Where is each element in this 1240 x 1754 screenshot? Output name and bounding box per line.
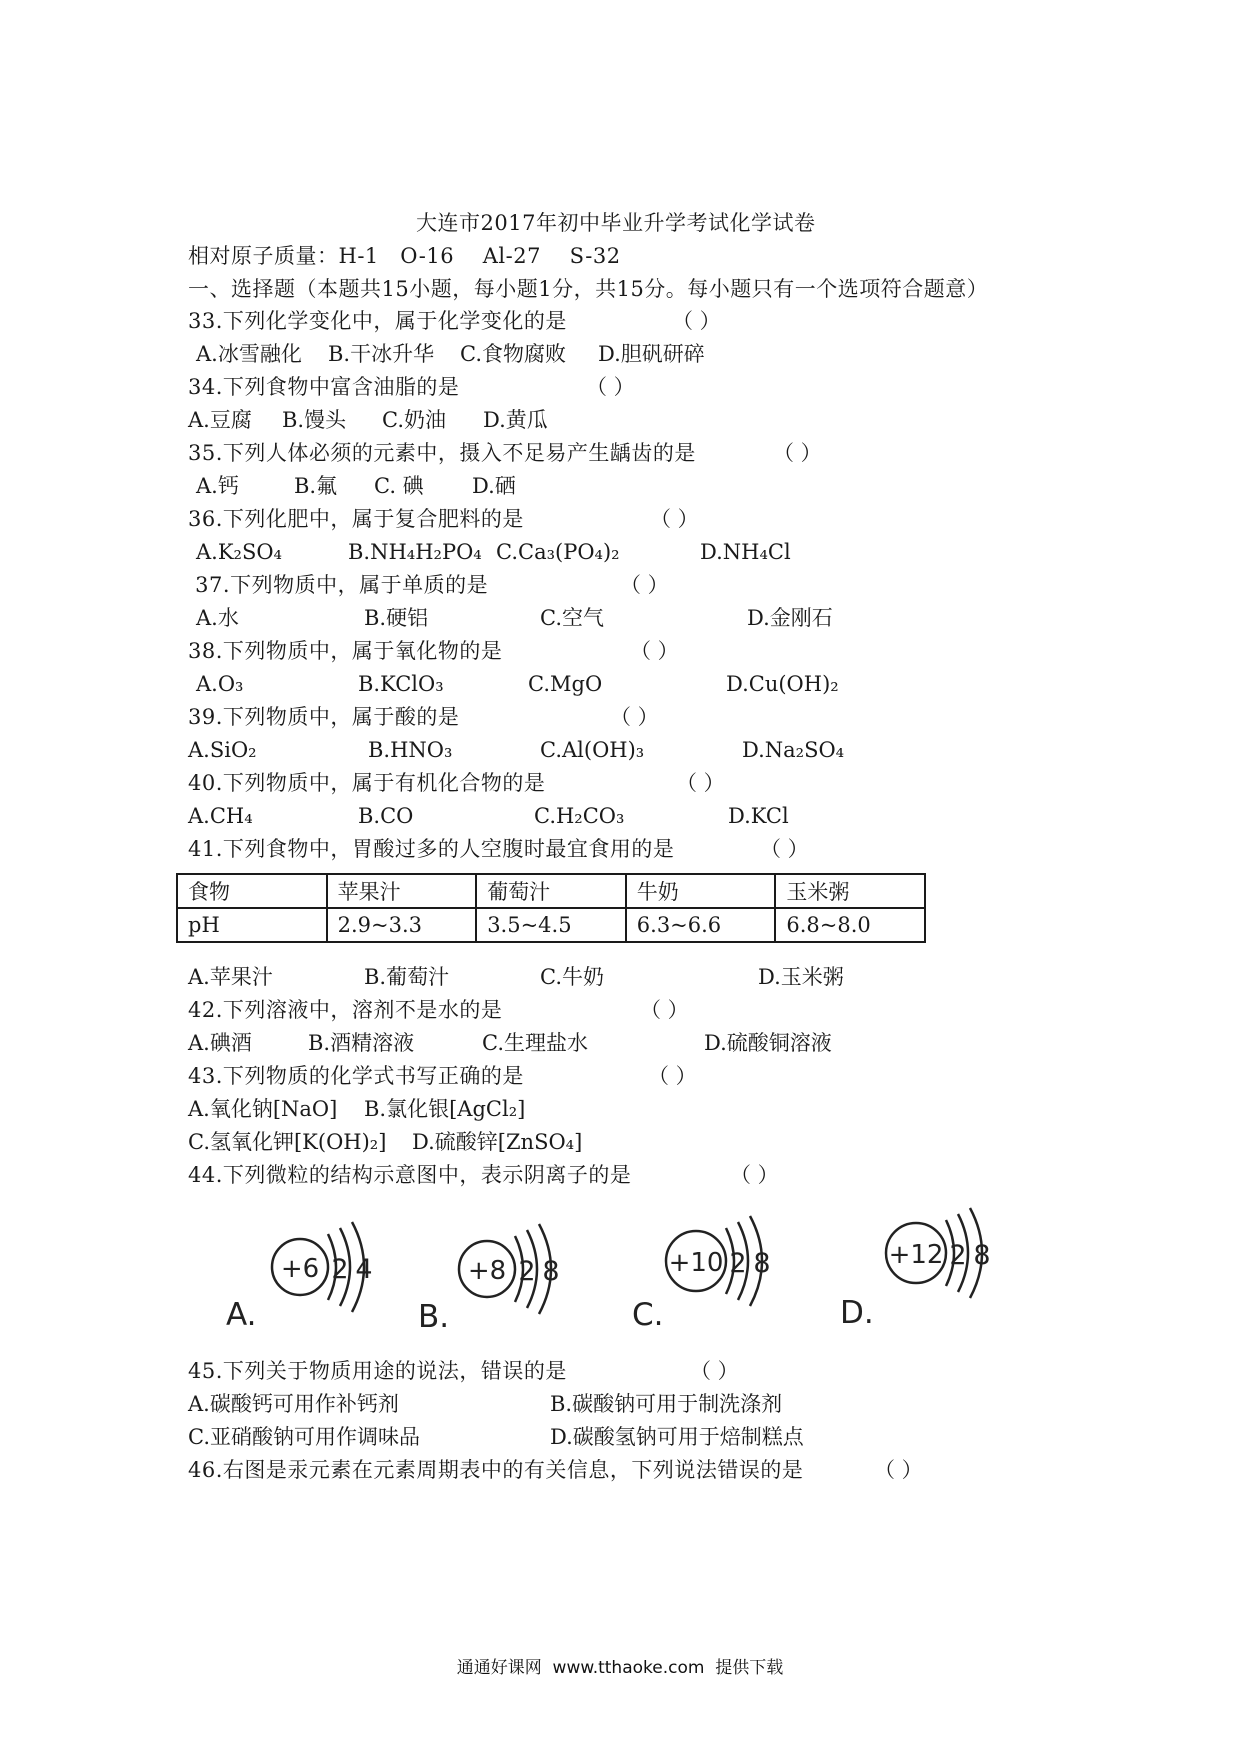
answer-paren: （ ） (620, 573, 669, 597)
nucleus-charge: +12 (888, 1240, 944, 1270)
answer-paren: （ ） (648, 1064, 697, 1088)
table-row (177, 874, 925, 908)
question-stem: 46.右图是汞元素在元素周期表中的有关信息，下列说法错误的是 (188, 1458, 804, 1482)
table-cell: 玉米粥 (775, 874, 925, 908)
option-b: B.CO (358, 804, 414, 828)
answer-paren: （ ） (610, 705, 659, 729)
option-b: B.干冰升华 (328, 342, 435, 366)
answer-paren: （ ） (730, 1163, 779, 1187)
table-cell: pH (177, 908, 327, 942)
table-row (177, 908, 925, 942)
option-d: D.黄瓜 (483, 408, 548, 432)
option-c: C.食物腐败 (460, 342, 566, 366)
answer-paren: （ ） (690, 1359, 739, 1383)
option-a: A.水 (196, 606, 239, 630)
question-stem: 39.下列物质中，属于酸的是 (188, 705, 460, 729)
option-a: A.冰雪融化 (196, 342, 302, 366)
option-d: D.金刚石 (747, 606, 833, 630)
option-c: C.Ca₃(PO₄)₂ (496, 540, 620, 564)
shell-electrons: 2 (729, 1248, 747, 1279)
question-stem: 45.下列关于物质用途的说法，错误的是 (188, 1359, 567, 1383)
option-c: C.氢氧化钾[K(OH)₂] (188, 1130, 387, 1154)
option-d: D.胆矾研碎 (598, 342, 705, 366)
shell-electrons: 2 (949, 1240, 967, 1271)
shell-electrons: 8 (973, 1240, 991, 1271)
atom-diagram-b (455, 1214, 595, 1324)
nucleus-charge: +10 (668, 1248, 724, 1278)
question-stem: 40.下列物质中，属于有机化合物的是 (188, 771, 546, 795)
question-stem: 41.下列食物中，胃酸过多的人空腹时最宜食用的是 (188, 837, 675, 861)
nucleus-charge: +8 (467, 1256, 507, 1286)
atom-option-c-label: C. (632, 1297, 664, 1333)
option-d: D.NH₄Cl (700, 540, 791, 564)
atom-diagram-a (268, 1212, 408, 1322)
option-a: A.碘酒 (188, 1031, 252, 1055)
atom-option-a-label: A. (226, 1297, 257, 1333)
option-d: D.玉米粥 (758, 965, 844, 989)
option-a: A.豆腐 (188, 408, 252, 432)
atom-diagram-c (660, 1206, 810, 1316)
answer-paren: （ ） (650, 507, 699, 531)
option-d: D.硫酸锌[ZnSO₄] (412, 1130, 583, 1154)
option-c: C. 碘 (374, 474, 424, 498)
option-c: C.生理盐水 (482, 1031, 588, 1055)
option-a: A.氧化钠[NaO] (188, 1097, 338, 1121)
option-c: C.MgO (528, 672, 603, 696)
option-d: D.Cu(OH)₂ (726, 672, 839, 696)
shell-electrons: 8 (753, 1248, 771, 1279)
option-b: B.氯化银[AgCl₂] (364, 1097, 526, 1121)
table-cell: 3.5~4.5 (476, 908, 626, 942)
atom-diagram-d (880, 1198, 1030, 1308)
option-b: B.KClO₃ (358, 672, 444, 696)
section-heading: 一、选择题（本题共15小题，每小题1分，共15分。每小题只有一个选项符合题意） (188, 277, 989, 301)
option-b: B.氟 (294, 474, 338, 498)
option-b: B.馒头 (282, 408, 347, 432)
answer-paren: （ ） (640, 998, 689, 1022)
atom-option-b-label: B. (418, 1299, 450, 1335)
atomic-masses: 相对原子质量：H-1 O-16 Al-27 S-32 (188, 244, 621, 268)
answer-paren: （ ） (874, 1458, 923, 1482)
option-d: D.Na₂SO₄ (742, 738, 845, 762)
atom-option-d-label: D. (840, 1295, 874, 1331)
option-c: C.空气 (540, 606, 604, 630)
option-b: B.酒精溶液 (308, 1031, 415, 1055)
page-footer: 通通好课网 www.tthaoke.com 提供下载 (456, 1658, 784, 1678)
option-d: D.碳酸氢钠可用于焙制糕点 (550, 1425, 804, 1449)
option-a: A.O₃ (196, 672, 244, 696)
answer-paren: （ ） (676, 771, 725, 795)
nucleus-charge: +6 (280, 1254, 320, 1284)
option-c: C.H₂CO₃ (534, 804, 625, 828)
option-d: D.硫酸铜溶液 (704, 1031, 832, 1055)
option-a: A.CH₄ (188, 804, 253, 828)
option-c: C.牛奶 (540, 965, 604, 989)
option-d: D.硒 (472, 474, 516, 498)
option-a: A.K₂SO₄ (196, 540, 282, 564)
answer-paren: （ ） (672, 309, 721, 333)
question-stem: 36.下列化肥中，属于复合肥料的是 (188, 507, 524, 531)
table-cell: 牛奶 (626, 874, 776, 908)
shell-electrons: 4 (355, 1254, 373, 1285)
table-cell: 2.9~3.3 (327, 908, 477, 942)
question-stem: 35.下列人体必须的元素中，摄入不足易产生龋齿的是 (188, 441, 696, 465)
option-a: A.苹果汁 (188, 965, 273, 989)
option-c: C.奶油 (382, 408, 446, 432)
option-b: B.NH₄H₂PO₄ (348, 540, 482, 564)
exam-title: 大连市2017年初中毕业升学考试化学试卷 (416, 211, 816, 235)
option-c: C.亚硝酸钠可用作调味品 (188, 1425, 420, 1449)
question-stem: 44.下列微粒的结构示意图中，表示阴离子的是 (188, 1163, 632, 1187)
answer-paren: （ ） (586, 375, 635, 399)
answer-paren: （ ） (760, 837, 809, 861)
question-stem: 38.下列物质中，属于氧化物的是 (188, 639, 503, 663)
question-stem: 42.下列溶液中，溶剂不是水的是 (188, 998, 503, 1022)
answer-paren: （ ） (773, 441, 822, 465)
shell-electrons: 2 (331, 1254, 349, 1285)
table-cell: 6.3~6.6 (626, 908, 776, 942)
table-cell: 苹果汁 (327, 874, 477, 908)
ph-table (176, 873, 926, 943)
option-c: C.Al(OH)₃ (540, 738, 645, 762)
answer-paren: （ ） (630, 639, 679, 663)
option-b: B.硬铝 (364, 606, 429, 630)
question-stem: 34.下列食物中富含油脂的是 (188, 375, 460, 399)
option-b: B.HNO₃ (368, 738, 453, 762)
option-b: B.碳酸钠可用于制洗涤剂 (550, 1392, 783, 1416)
shell-electrons: 2 (518, 1256, 536, 1287)
option-b: B.葡萄汁 (364, 965, 450, 989)
table-cell: 6.8~8.0 (775, 908, 925, 942)
option-a: A.碳酸钙可用作补钙剂 (188, 1392, 399, 1416)
question-stem: 37.下列物质中，属于单质的是 (188, 573, 489, 597)
table-cell: 葡萄汁 (476, 874, 626, 908)
shell-electrons: 8 (542, 1256, 560, 1287)
table-cell: 食物 (177, 874, 327, 908)
option-a: A.钙 (196, 474, 239, 498)
option-d: D.KCl (728, 804, 789, 828)
question-stem: 43.下列物质的化学式书写正确的是 (188, 1064, 524, 1088)
option-a: A.SiO₂ (188, 738, 257, 762)
question-stem: 33.下列化学变化中，属于化学变化的是 (188, 309, 567, 333)
